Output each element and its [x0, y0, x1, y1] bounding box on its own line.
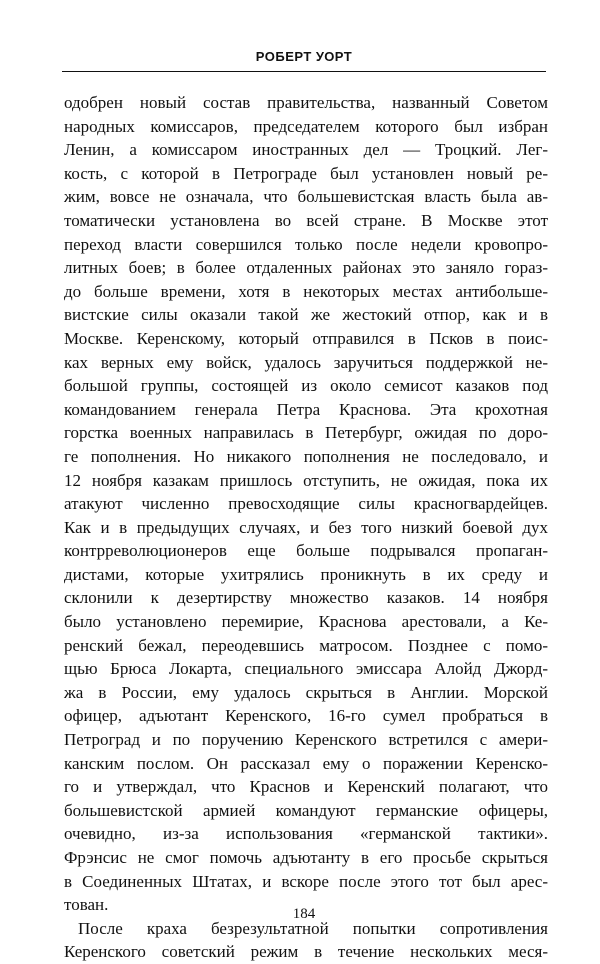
text-line: вистские силы оказали такой же жестокий отпор, как и в — [64, 305, 548, 325]
text-line: дистами, которые ухитрялись проникнуть в их среду и — [64, 564, 548, 584]
text-line: 12 ноября казакам пришлось отступить, не ожидая, пока их — [64, 470, 548, 490]
text-line: Петроград и по поручению Керенского встретился с амери- — [64, 730, 548, 750]
running-head: РОБЕРТ УОРТ — [255, 49, 353, 64]
text-line: одобрен новый состав правительства, названный Советом — [64, 93, 548, 112]
paragraph-2 — [64, 917, 548, 964]
text-line: большой группы, состоящей из около семисот казаков под — [64, 376, 548, 396]
text-line: большевистской армией командуют германские офицеры, — [64, 800, 548, 820]
text-line: литных боев; в более отдаленных районах это заняло гораз- — [64, 258, 548, 278]
text-line: После краха безрезультатной попытки сопротивления — [78, 918, 548, 938]
text-line: переход власти совершился только после недели кровопро- — [64, 234, 548, 254]
text-line: Москве. Керенскому, который отправился в Псков в поис- — [64, 328, 548, 348]
text-line: атакуют численно превосходящие силы красногвардейцев. — [64, 494, 548, 514]
text-line: склонили к дезертирству множество казаков. 14 ноября — [64, 588, 548, 608]
text-line: Фрэнсис не смог помочь адъютанту в его просьбе скрыться — [64, 848, 548, 867]
text-line: было установлено перемирие, Краснова арестовали, а Ке- — [64, 612, 548, 632]
text-line: кость, с которой в Петрограде был установлен новый ре- — [64, 163, 548, 183]
body-text — [64, 91, 548, 964]
text-line: горстка военных направилась в Петербург, ожидая по доро- — [64, 423, 548, 443]
paragraph-1 — [64, 91, 548, 917]
text-line: канским послом. Он рассказал ему о поражении Керенско- — [64, 753, 548, 773]
text-line: ках верных ему войск, удалось заручиться поддержкой не- — [64, 352, 548, 372]
text-line: очевидно, из-за использования «германской тактики». — [64, 824, 548, 844]
text-line: жим, вовсе не означала, что большевистская власть была ав- — [64, 187, 548, 207]
text-line: ренский бежал, переодевшись матросом. Позднее с помо- — [64, 635, 548, 655]
text-line: ге пополнения. Но никакого пополнения не последовало, и — [64, 446, 548, 466]
text-line: контрреволюционеров еще больше подрывался пропаган- — [64, 541, 548, 561]
text-line: Как и в предыдущих случаях, и без того низкий боевой дух — [64, 517, 548, 537]
text-line: командованием генерала Петра Краснова. Эта крохотная — [64, 399, 548, 419]
text-line: щью Брюса Локарта, специального эмиссара Алойд Джорд- — [64, 659, 548, 679]
text-line: офицер, адъютант Керенского, 16-го сумел пробраться в — [64, 706, 548, 726]
text-line: в Соединенных Штатах, и вскоре после этого тот был арес- — [64, 871, 548, 891]
text-line: го и утверждал, что Краснов и Керенский полагают, что — [64, 777, 548, 797]
text-line: до больше времени, хотя в некоторых местах антибольше- — [64, 281, 548, 301]
text-line: жа в России, ему удалось скрыться в Англии. Морской — [64, 682, 548, 702]
text-line: Керенского советский режим в течение нескольких меся- — [64, 942, 548, 962]
text-line: томатически установлена во всей стране. В Москве этот — [64, 210, 548, 230]
text-line: народных комиссаров, председателем которого был избран — [64, 116, 548, 136]
text-line: Ленин, а комиссаром иностранных дел — Троцкий. Лег- — [64, 140, 548, 160]
text-line: тован. — [64, 895, 109, 915]
header-rule — [62, 71, 546, 72]
page-number: 184 — [292, 906, 316, 922]
